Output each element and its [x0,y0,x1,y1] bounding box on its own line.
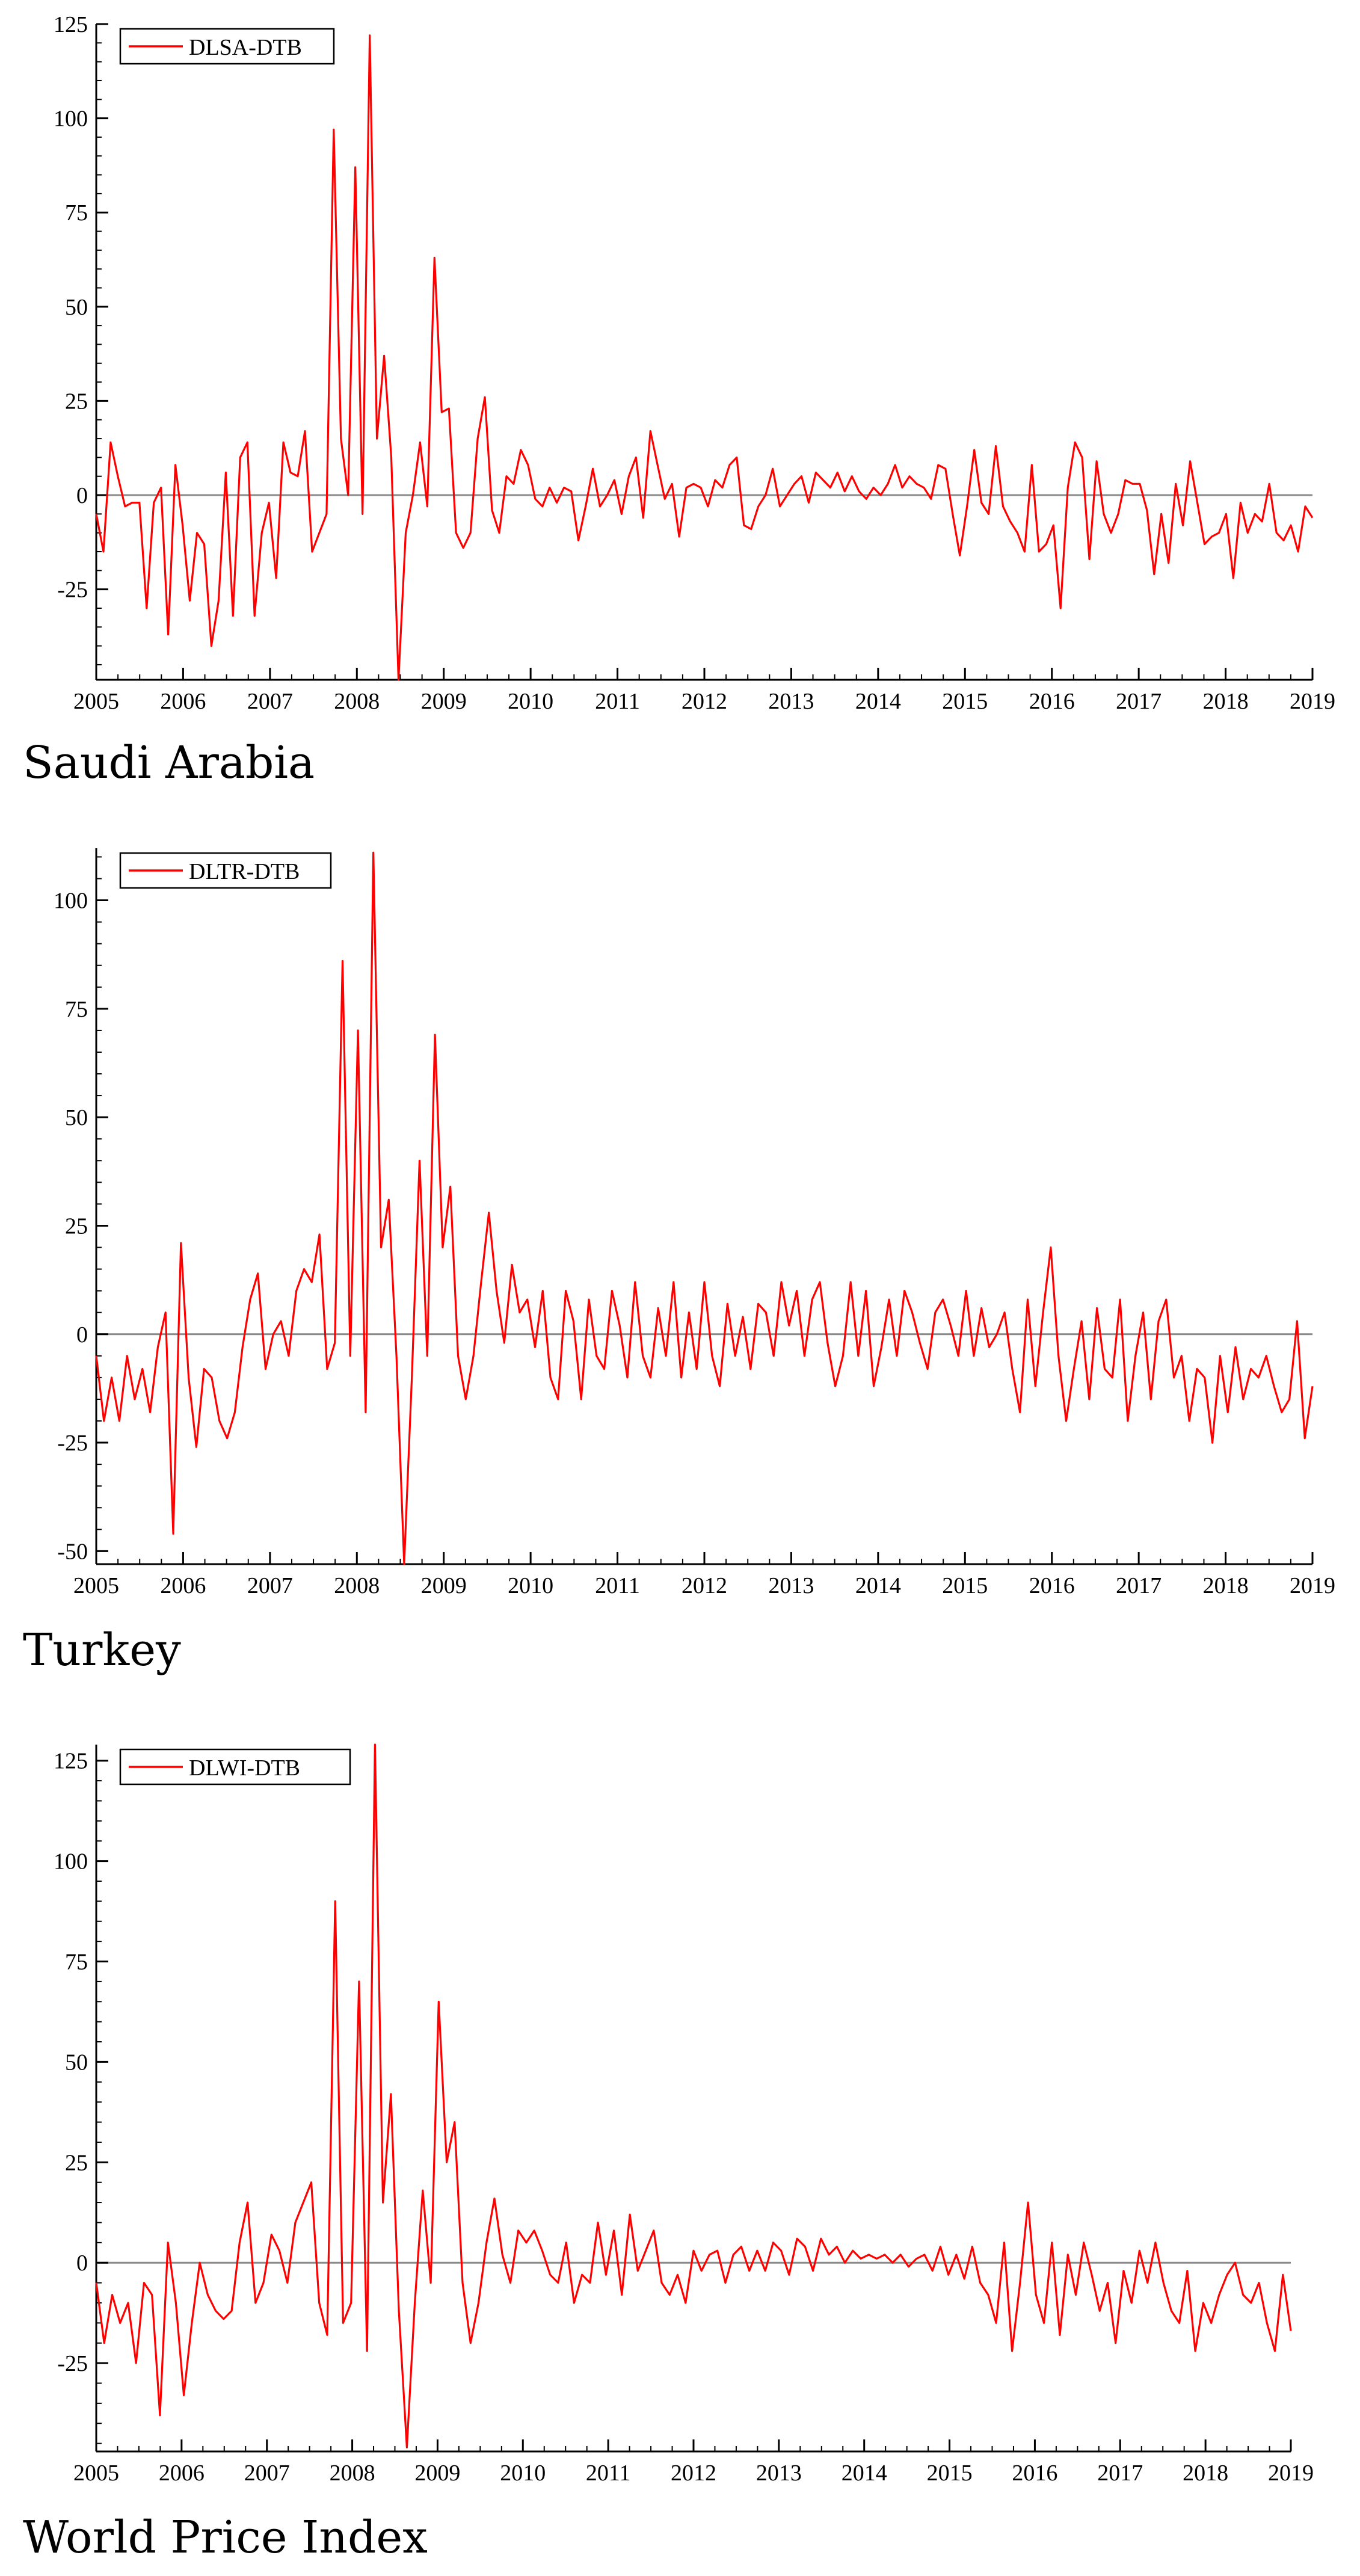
y-tick-label: 125 [54,12,88,37]
x-tick-label: 2015 [942,1573,988,1598]
caption-saudi-arabia: Saudi Arabia [23,737,315,789]
x-tick-label: 2018 [1183,2460,1229,2486]
x-tick-label: 2007 [244,2460,290,2486]
y-tick-label: 75 [65,1949,88,1975]
x-tick-label: 2005 [73,689,119,714]
chart-turkey [54,848,1335,1598]
legend-label: DLTR-DTB [189,859,300,884]
x-tick-label: 2007 [247,1573,293,1598]
y-tick-label: 75 [65,996,88,1022]
x-tick-label: 2014 [855,689,901,714]
x-tick-label: 2006 [160,1573,206,1598]
series-line [96,35,1312,680]
chart-world-price-index [54,1745,1314,2486]
x-tick-label: 2008 [329,2460,375,2486]
caption-turkey: Turkey [23,1624,181,1676]
x-tick-label: 2006 [158,2460,205,2486]
x-tick-label: 2008 [334,1573,380,1598]
legend-label: DLWI-DTB [189,1755,301,1781]
y-tick-label: -25 [57,2351,88,2377]
x-tick-label: 2007 [247,689,293,714]
x-tick-label: 2011 [585,2460,631,2486]
y-tick-label: 125 [54,1748,88,1774]
x-tick-label: 2015 [942,689,988,714]
y-tick-label: 50 [65,294,88,320]
x-tick-label: 2011 [595,689,640,714]
x-tick-label: 2005 [73,2460,119,2486]
legend-label: DLSA-DTB [189,35,302,60]
y-tick-label: -50 [57,1539,88,1565]
x-tick-label: 2015 [926,2460,973,2486]
y-tick-label: 75 [65,200,88,226]
x-tick-label: 2018 [1202,1573,1249,1598]
x-tick-label: 2013 [755,2460,802,2486]
x-tick-label: 2006 [160,689,206,714]
x-tick-label: 2016 [1029,1573,1075,1598]
y-tick-label: 100 [54,1849,88,1875]
x-tick-label: 2013 [768,689,814,714]
x-tick-label: 2010 [508,689,554,714]
x-tick-label: 2010 [508,1573,554,1598]
y-tick-label: 100 [54,888,88,914]
x-tick-label: 2009 [420,689,467,714]
x-tick-label: 2012 [671,2460,716,2486]
x-tick-label: 2005 [73,1573,119,1598]
x-tick-label: 2018 [1202,689,1249,714]
y-tick-label: 25 [65,1213,88,1239]
x-tick-label: 2014 [841,2460,887,2486]
x-tick-label: 2009 [414,2460,461,2486]
x-tick-label: 2016 [1029,689,1075,714]
x-tick-label: 2019 [1290,689,1335,714]
x-tick-label: 2012 [682,1573,727,1598]
x-tick-label: 2017 [1116,1573,1162,1598]
y-tick-label: 0 [76,2251,88,2276]
x-tick-label: 2009 [420,1573,467,1598]
y-tick-label: 50 [65,1105,88,1131]
series-line [96,852,1312,1564]
x-tick-label: 2019 [1268,2460,1314,2486]
y-tick-label: -25 [57,577,88,603]
y-tick-label: 0 [76,483,88,509]
chart-saudi-arabia [54,12,1335,714]
x-tick-label: 2011 [595,1573,640,1598]
caption-world-price-index: World Price Index [23,2512,428,2563]
x-tick-label: 2012 [682,689,727,714]
x-tick-label: 2014 [855,1573,901,1598]
y-tick-label: 0 [76,1322,88,1348]
x-tick-label: 2013 [768,1573,814,1598]
x-tick-label: 2016 [1012,2460,1058,2486]
y-tick-label: 25 [65,389,88,414]
y-tick-label: 100 [54,106,88,132]
x-tick-label: 2019 [1290,1573,1335,1598]
y-tick-label: 25 [65,2150,88,2176]
x-tick-label: 2008 [334,689,380,714]
x-tick-label: 2017 [1097,2460,1143,2486]
y-tick-label: 50 [65,2050,88,2075]
x-tick-label: 2017 [1116,689,1162,714]
series-line [96,1745,1291,2447]
y-tick-label: -25 [57,1431,88,1456]
x-tick-label: 2010 [500,2460,546,2486]
